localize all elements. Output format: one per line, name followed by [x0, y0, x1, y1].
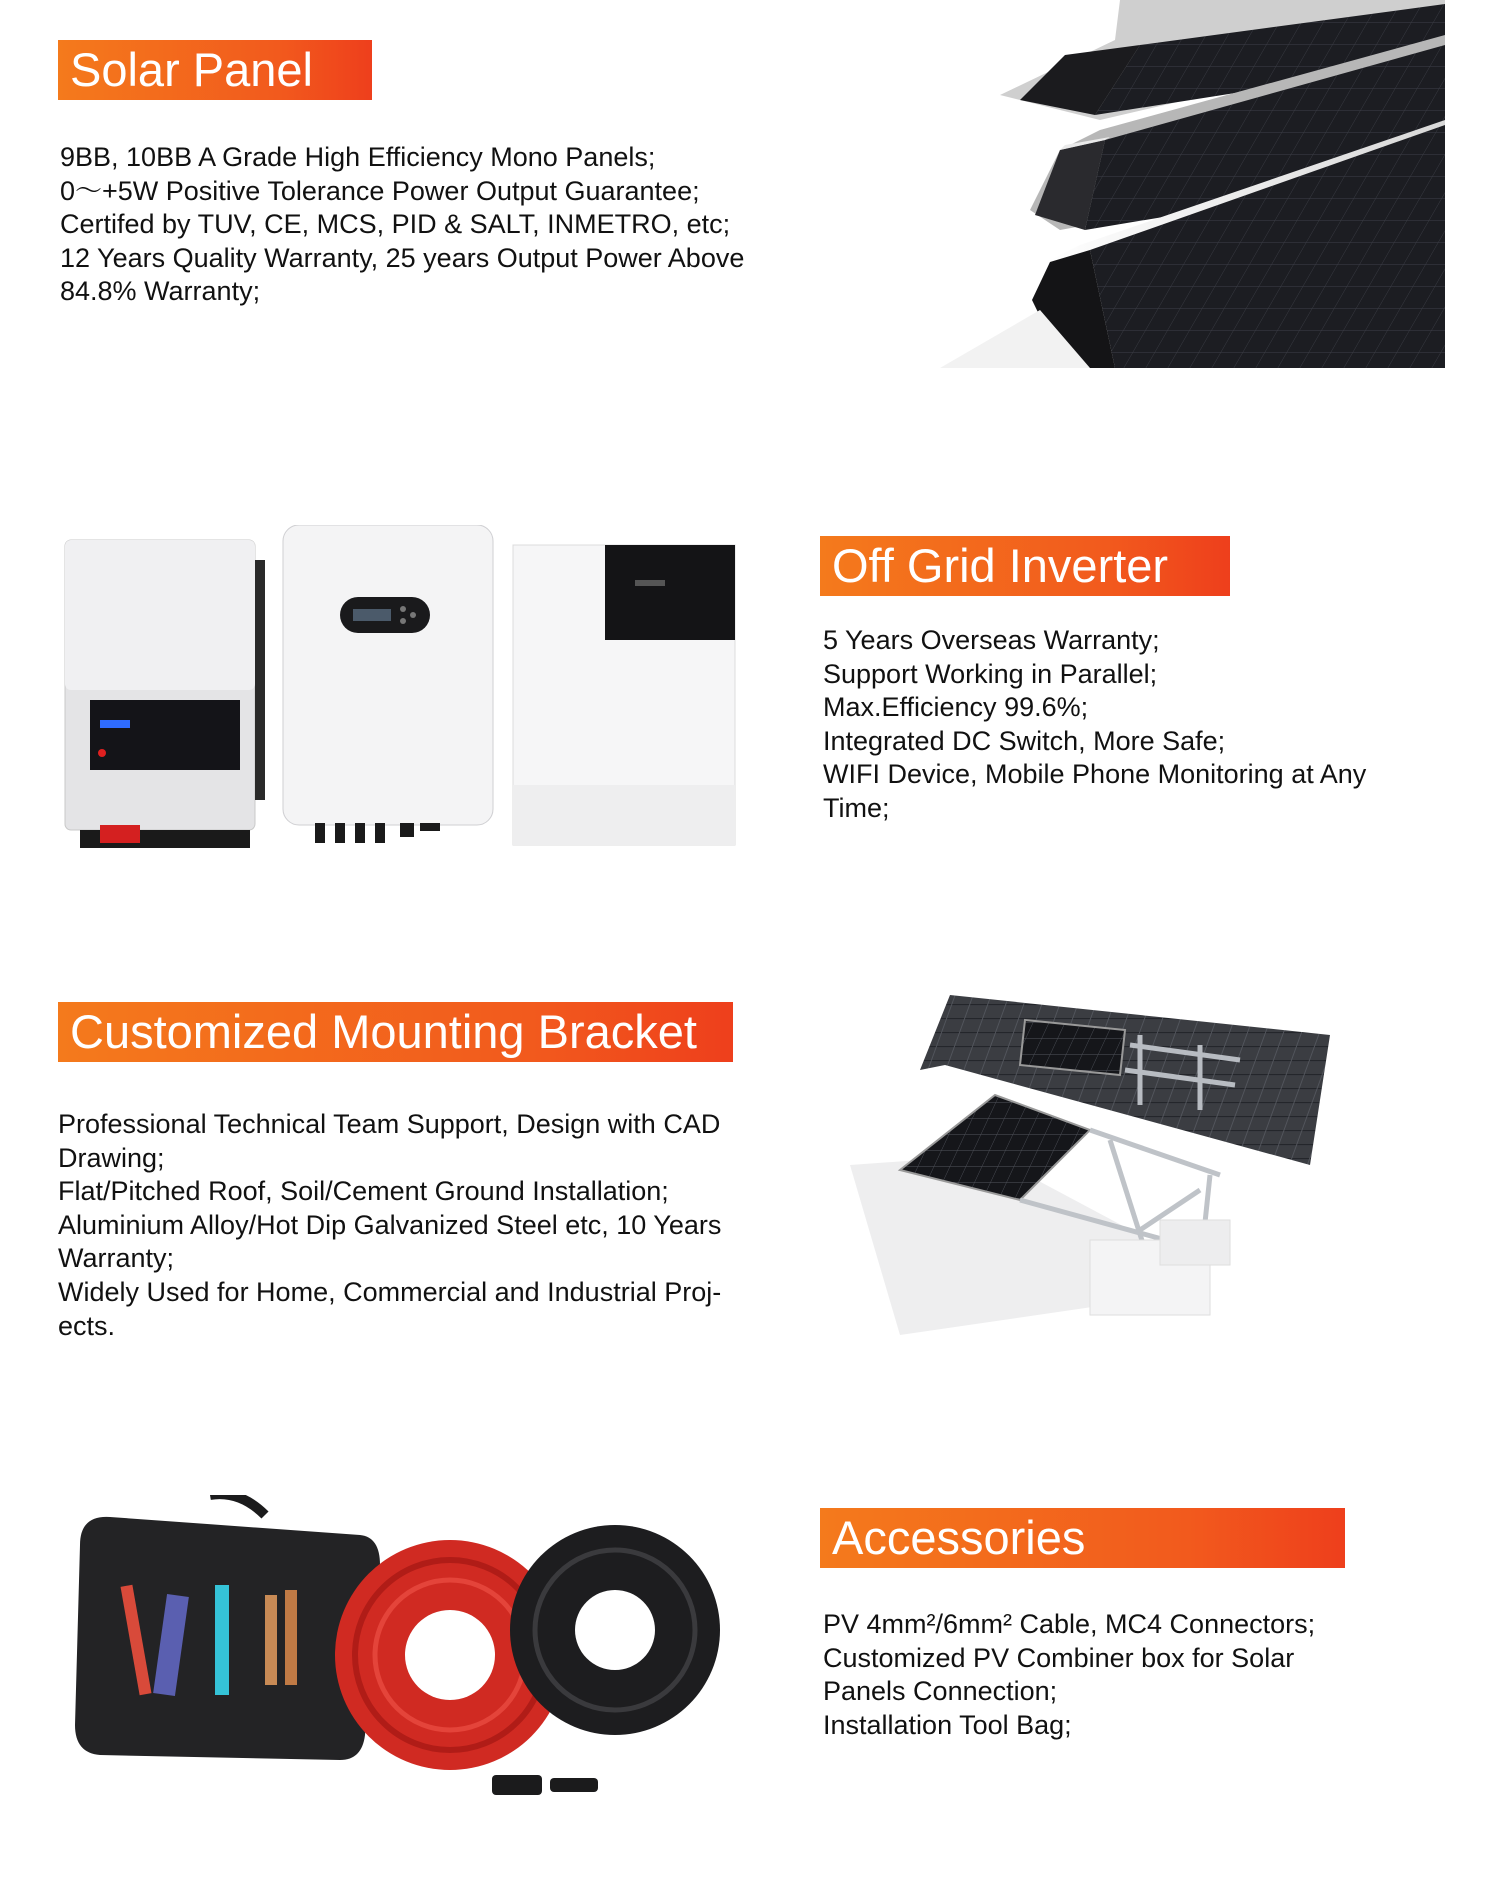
inverter-title: Off Grid Inverter — [832, 539, 1169, 592]
bracket-description — [58, 1108, 721, 1343]
inverter-line-1: 5 Years Overseas Warranty; — [823, 625, 1160, 655]
solar-panel-title: Solar Panel — [70, 43, 313, 96]
accessories-image — [60, 1495, 750, 1825]
accessories-line-2: Customized PV Combiner box for Solar — [823, 1642, 1295, 1673]
solar-panel-line-2: 0～+5W Positive Tolerance Power Output Guarantee; — [60, 175, 700, 206]
inverter-heading — [820, 536, 1230, 596]
inverter-line-4: Integrated DC Switch, More Safe; — [823, 725, 1226, 756]
bracket-line-3: Flat/Pitched Roof, Soil/Cement Ground Installation; — [58, 1176, 669, 1207]
bracket-line-4: Aluminium Alloy/Hot Dip Galvanized Steel etc, 10 Years — [58, 1209, 722, 1240]
solar-panel-line-5: 84.8% Warranty; — [60, 276, 261, 307]
accessories-description — [823, 1608, 1315, 1742]
inverter-line-2: Support Working in Parallel; — [823, 658, 1158, 689]
bracket-line-5: Warranty; — [58, 1243, 175, 1274]
bracket-line-7: ects. — [58, 1310, 116, 1341]
bracket-heading — [58, 1002, 733, 1062]
solar-panel-line-4: 12 Years Quality Warranty, 25 years Output Power Above — [60, 242, 745, 273]
solar-panel-description — [60, 141, 744, 309]
accessories-line-4: Installation Tool Bag; — [823, 1709, 1072, 1740]
inverter-line-6: Time; — [823, 792, 890, 823]
bracket-line-6: Widely Used for Home, Commercial and Industrial Proj- — [58, 1276, 722, 1307]
inverter-line-5: WIFI Device, Mobile Phone Monitoring at Any — [823, 759, 1367, 790]
solar-panel-line-1: 9BB, 10BB A Grade High Efficiency Mono Panels; — [60, 142, 656, 172]
accessories-heading — [820, 1508, 1345, 1568]
accessories-line-3: Panels Connection; — [823, 1676, 1058, 1707]
bracket-title: Customized Mounting Bracket — [70, 1005, 697, 1058]
accessories-title: Accessories — [832, 1511, 1086, 1564]
solar-panel-line-3: Certifed by TUV, CE, MCS, PID & SALT, INMETRO, etc; — [60, 209, 731, 240]
inverter-description — [823, 624, 1366, 826]
solar-panel-heading — [58, 40, 372, 100]
mounting-bracket-image — [840, 990, 1340, 1390]
bracket-line-1: Professional Technical Team Support, Design with CAD — [58, 1109, 721, 1139]
inverter-line-3: Max.Efficiency 99.6%; — [823, 692, 1089, 723]
inverters-image — [60, 525, 740, 855]
solar-panels-image — [940, 0, 1445, 368]
accessories-line-1: PV 4mm²/6mm² Cable, MC4 Connectors; — [823, 1609, 1316, 1639]
bracket-line-2: Drawing; — [58, 1142, 165, 1173]
